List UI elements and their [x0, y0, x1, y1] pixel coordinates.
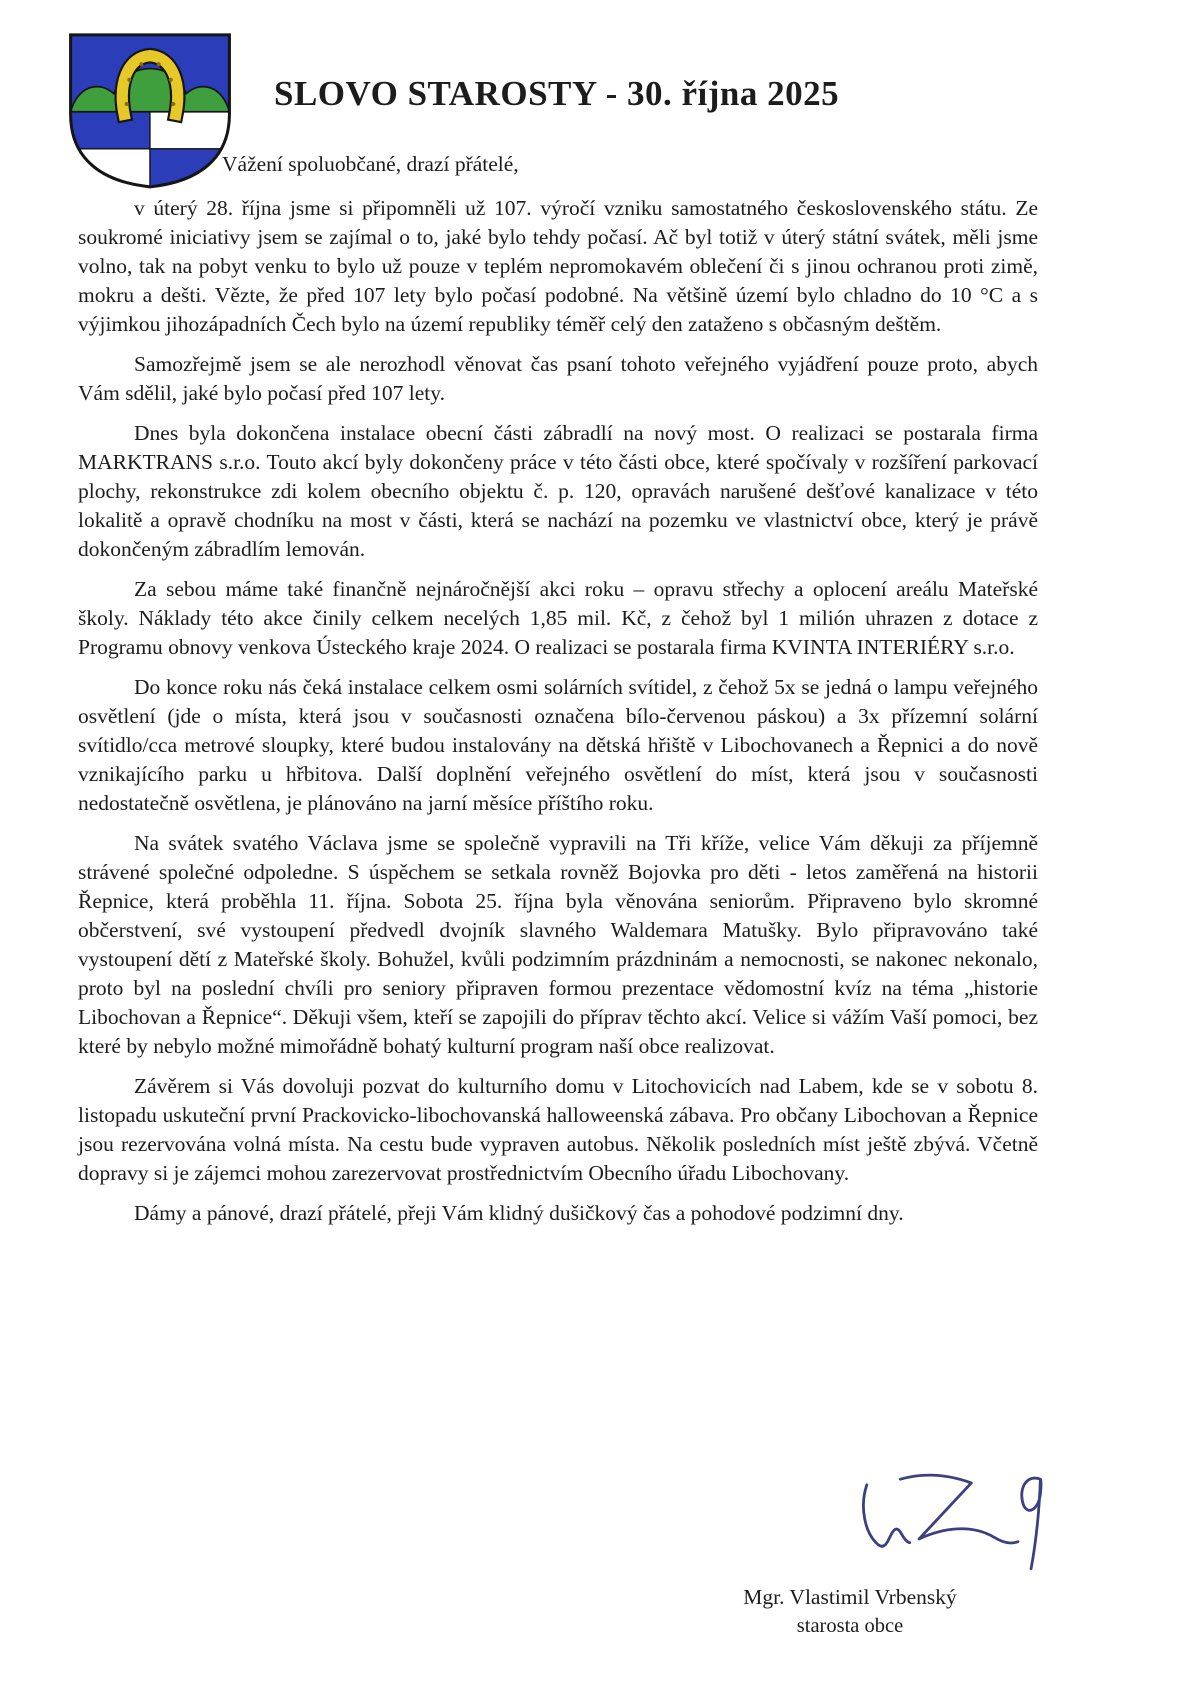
signature-block — [700, 1468, 1000, 1640]
signature-stroke-v — [863, 1485, 909, 1546]
paragraph-6: Na svátek svatého Václava jsme se společně vypravili na Tři kříže, velice Vám děkuji za příjemně strávené společné odpoledne. S úspěchem se setkala rovněž Bojovka pro děti - letos zaměřená na historii Řepnice, která proběhla 11. října. Sobota 25. října byla věnována seniorům. Připraveno bylo skromné občerstvení, své vystoupení předvedl dvojník slavného Waldemara Matušky. Bylo připravováno také vystoupení dětí z Mateřské školy. Bohužel, kvůli podzimním prázdninám a nemocnosti, se nakonec nekonalo, proto byl na poslední chvíli pro seniory připraven formou prezentace vědomostní kvíz na téma „historie Libochovan a Řepnice“. Děkuji všem, kteří se zapojili do příprav těchto akcí. Velice si vážím Vaší pomoci, bez které by nebylo možné mimořádně bohatý kulturní program naší obce realizovat. — [78, 831, 1038, 1058]
signer-name: Mgr. Vlastimil Vrbenský — [743, 1585, 957, 1609]
paragraph-5: Do konce roku nás čeká instalace celkem osmi solárních svítidel, z čehož 5x se jedná o lampu veřejného osvětlení (jde o místa, která jsou v současnosti označena bílo-červenou páskou) a 3x přízemní solární svítidlo/cca metrové sloupky, které budou instalovány na dětská hřiště v Libochovanech a Řepnici a do nově vznikajícího parku u hřbitova. Další doplnění veřejného osvětlení do míst, která jsou v současnosti nedostatečně osvětlena, je plánováno na jarní měsíce příštího roku. — [78, 675, 1038, 815]
salutation: Vážení spoluobčané, drazí přátelé, — [222, 152, 519, 176]
coat-of-arms — [62, 28, 238, 192]
signature-stroke-z — [900, 1475, 1018, 1543]
paragraph-3: Dnes byla dokončena instalace obecní části zábradlí na nový most. O realizaci se postarala firma MARKTRANS s.r.o. Touto akcí byly dokončeny práce v této části obce, které spočívaly v rozšíření parkovací plochy, rekonstrukce zdi kolem obecního objektu č. p. 120, opravách narušené dešťové kanalizace v této lokalitě a opravě chodníku na most v části, která se nachází na pozemku ve vlastnictví obce, který je právě dokončeným zábradlím lemován. — [78, 421, 1038, 561]
coat-of-arms-graphic — [62, 28, 238, 192]
letter-body — [78, 194, 1038, 1239]
shield-quarter-blue-1 — [71, 111, 150, 149]
paragraph-1: v úterý 28. října jsme si připomněli už 107. výročí vzniku samostatného československého státu. Ze soukromé iniciativy jsem se zajímal o to, jaké bylo tehdy počasí. Ač byl totiž v úterý státní svátek, měli jsme volno, tak na pobyt venku to bylo už pouze v teplém nepromokavém oblečení či s jinou ochranou proti zimě, mokru a dešti. Vězte, že před 107 lety bylo počasí podobné. Na většině území bylo chladno do 10 °C a s výjimkou jihozápadních Čech bylo na území republiky téměř celý den zataženo s občasným deštěm. — [78, 196, 1038, 336]
paragraph-8: Dámy a pánové, drazí přátelé, přeji Vám klidný dušičkový čas a pohodové podzimní dny. — [134, 1201, 904, 1225]
paragraph-7: Závěrem si Vás dovoluji pozvat do kulturního domu v Litochovicích nad Labem, kde se v sobotu 8. listopadu uskuteční první Prackovicko-libochovanská halloweenská zábava. Pro občany Libochovan a Řepnice jsou rezervována volná místa. Na cestu bude vypraven autobus. Několik posledních míst ještě zbývá. Včetně dopravy si je zájemci mohou zarezervovat prostřednictvím Obecního úřadu Libochovany. — [78, 1074, 1038, 1185]
signer-role: starosta obce — [796, 1615, 904, 1637]
paragraph-2: Samozřejmě jsem se ale nerozhodl věnovat čas psaní tohoto veřejného vyjádření pouze proto, abych Vám sdělil, jaké bylo počasí před 107 lety. — [78, 352, 1038, 405]
signature-stroke-hook — [1022, 1478, 1041, 1569]
page-title: SLOVO STAROSTY - 30. října 2025 — [274, 74, 840, 113]
handwritten-signature — [838, 1468, 1058, 1580]
paragraph-4: Za sebou máme také finančně nejnáročnější akci roku – opravu střechy a oplocení areálu Mateřské školy. Náklady této akce činily celkem necelých 1,85 mil. Kč, z čehož byl 1 milión uhrazen z dotace z Programu obnovy venkova Ústeckého kraje 2024. O realizaci se postarala firma KVINTA INTERIÉRY s.r.o. — [78, 577, 1038, 659]
shield-quarter-white-1 — [150, 111, 229, 149]
